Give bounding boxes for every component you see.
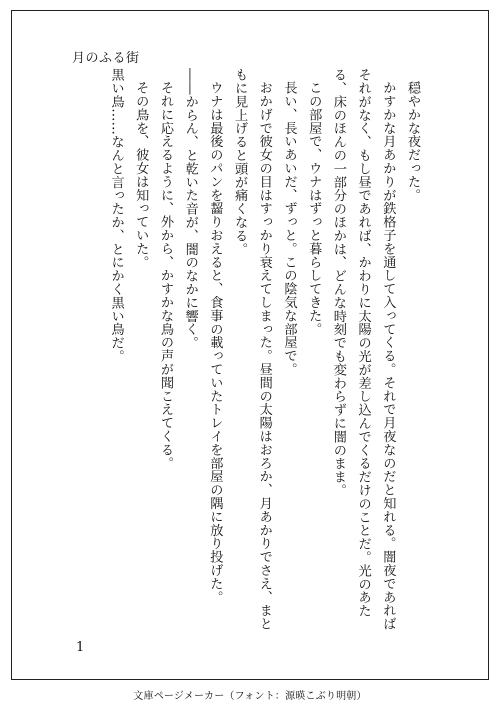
paragraph: 長い、長いあいだ、ずっと。この陰気な部屋で。: [281, 81, 297, 376]
paragraph: かすかな月あかりが鉄格子を通して入ってくる。それで月夜なのだと知れる。闇夜であればそれがなく、もし昼であれば、かわりに太陽の光が差し込んでくるだけのことだ。光のあたる、床のほんの一部分のほかは、どんな時刻でも変わらずに闇のまま。: [330, 68, 396, 631]
paragraph: ウナは最後のパンを齧りおえると、食事の載っていたトレイを部屋の隅に放り投げた。: [207, 81, 223, 604]
paragraph: その鳥を、彼女は知っていた。: [133, 81, 149, 269]
body-text: [78, 68, 424, 638]
paragraph: おかげで彼女の目はすっかり衰えてしまった。昼間の太陽はおろか、月あかりでさえ、まともに見上げると頭が痛くなる。: [232, 68, 272, 631]
paragraph: この部屋で、ウナはずっと暮らしてきた。: [306, 81, 322, 336]
paragraph: 黒い鳥……なんと言ったか、とにかく黒い鳥だ。: [108, 68, 124, 363]
footer-caption: 文庫ページメーカー（フォント：源暎こぶり明朝）: [133, 691, 367, 702]
page-number: 1: [76, 640, 85, 655]
paragraph: 穏やかな夜だった。: [405, 81, 420, 202]
paragraph: ――からん、と乾いた音が、闇のなかに響く。: [182, 68, 198, 350]
book-page: [11, 10, 489, 680]
running-title: 月のふる街: [72, 51, 140, 66]
paragraph: それに応えるように、外から、かすかな鳥の声が聞こえてくる。: [157, 81, 173, 470]
